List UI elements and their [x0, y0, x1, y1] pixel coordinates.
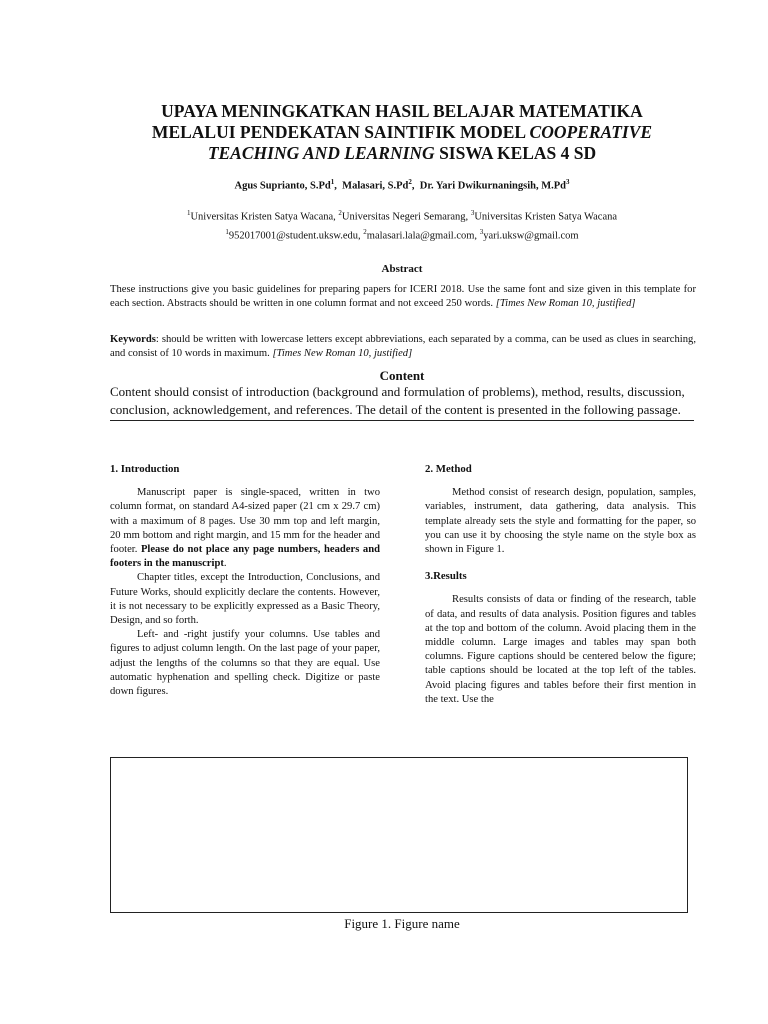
author-superscript: 1	[330, 178, 335, 186]
title-line-3-plain: SISWA KELAS 4 SD	[434, 143, 597, 163]
author-list: Agus Suprianto, S.Pd$^1$, Malasari, S.Pd$^2$, Dr. Yari Dwikurnaningsih, M.Pd$^3$	[234, 178, 570, 192]
email-text: 952017001@student.uksw.edu,	[228, 230, 361, 241]
introduction-text: Manuscript paper is single-spaced, written in two column format, on standard A4-sized paper (21 cm x 29.7 cm) with a maximum of 8 pages. Use 30 mm top and left margin, 20 mm bottom and right margin, and 15 mm for the header and footer.	[110, 487, 380, 556]
author-name: Dr. Yari Dwikurnaningsih, M.Pd	[419, 180, 567, 192]
left-column	[110, 462, 380, 699]
affiliation-superscript: 3	[470, 209, 475, 217]
author-name: Agus Suprianto, S.Pd	[234, 180, 331, 192]
paper-title	[110, 101, 694, 164]
email-line	[110, 225, 694, 244]
figure-caption: Figure 1. Figure name	[344, 916, 460, 931]
title-line-3	[110, 143, 694, 164]
abstract-heading: Abstract	[381, 263, 423, 275]
affiliation-superscript: 1	[186, 209, 191, 217]
title-line-2-plain: MELALUI PENDEKATAN SAINTIFIK MODEL	[151, 122, 530, 142]
right-column	[425, 462, 696, 707]
abstract-format-note: [Times New Roman 10, justified]	[495, 298, 636, 310]
affiliation-text: Universitas Kristen Satya Wacana	[474, 211, 618, 223]
title-line-3-italic: TEACHING AND LEARNING	[207, 143, 435, 163]
introduction-period: .	[223, 558, 227, 570]
introduction-paragraph-1	[110, 486, 380, 571]
keywords-format-note: [Times New Roman 10, justified]	[272, 348, 413, 360]
abstract-text: These instructions give you basic guidelines for preparing papers for ICERI 2018. Use the same font and size given in this template for each section. Abstracts should be written in one column format and not exceed 250 words.	[110, 284, 696, 310]
introduction-paragraph-2: Chapter titles, except the Introduction, Conclusions, and Future Works, should explicitly declare the contents. However, it is not necessary to be explicitly expressed as a Basic Theory, Design, and so forth.	[110, 572, 380, 627]
affiliation-text: Universitas Kristen Satya Wacana,	[190, 211, 336, 223]
email-text: malasari.lala@gmail.com,	[366, 230, 478, 241]
introduction-bold-note: Please do not place any page numbers, headers and footers in the manuscript	[110, 544, 380, 570]
keywords-text: : should be written with lowercase letters except abbreviations, each separated by a comma, can be used as clues in searching, and consist of 10 words in maximum.	[110, 334, 696, 360]
results-paragraph: Results consists of data or finding of the research, table of data, and results of data analysis. Position figures and tables at the top and bottom of the column. Avoid placing them in the middle column. Large images and tables may span both columns. Figure captions should be centered below the figure; table captions should be located at the top left of the tables. Avoid placing figures and tables before their first mention in the text. Use the	[425, 594, 696, 705]
affiliation-line	[110, 206, 694, 225]
keywords-label: Keywords	[110, 334, 156, 345]
results-heading: 3.Results	[425, 570, 467, 583]
figure-placeholder	[110, 757, 688, 913]
method-paragraph: Method consist of research design, population, samples, variables, instrument, data gathering, data analysis. This template already sets the style and formatting for the paper, so you can use it by choosing the style name on the style box as shown in Figure 1.	[425, 487, 696, 556]
content-description: Content should consist of introduction (background and formulation of problems), method, results, discussion, conclusion, acknowledgement, and references. The detail of the content is presented in the following passage.	[110, 383, 694, 421]
method-heading: 2. Method	[425, 463, 472, 475]
email-text: yari.uksw@gmail.com	[483, 230, 579, 241]
title-line-1: UPAYA MENINGKATKAN HASIL BELAJAR MATEMATIKA	[161, 101, 643, 121]
abstract-body	[110, 283, 696, 311]
title-line-2	[110, 122, 694, 143]
introduction-paragraph-3: Left- and -right justify your columns. Use tables and figures to adjust column length. On the last page of your paper, adjust the lengths of the columns so that they are equal. Use automatic hyphenation and spelling check. Digitize or paste down figures.	[110, 629, 380, 698]
author-superscript: 3	[566, 178, 570, 186]
affiliation-text: Universitas Negeri Semarang,	[341, 211, 469, 223]
title-line-2-italic: COOPERATIVE	[529, 122, 653, 142]
affiliation-superscript: 2	[338, 209, 342, 217]
author-superscript: 2	[408, 178, 412, 186]
affiliations	[110, 206, 694, 243]
email-superscript: 2	[363, 227, 367, 236]
email-superscript: 1	[225, 227, 229, 236]
keywords-body	[110, 333, 696, 361]
content-heading: Content	[379, 368, 425, 383]
author-name: Malasari, S.Pd	[342, 180, 409, 192]
email-superscript: 3	[479, 227, 484, 236]
introduction-heading: 1. Introduction	[110, 463, 180, 475]
